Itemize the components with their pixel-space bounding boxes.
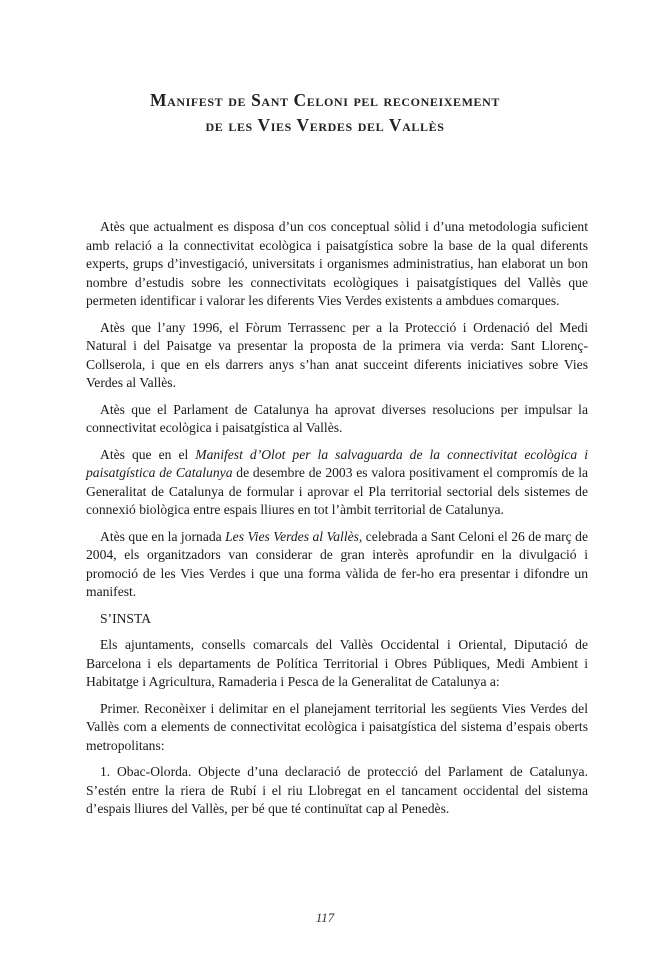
paragraph-2: Atès que l’any 1996, el Fòrum Terrassenc per a la Protecció i Ordenació del Medi Natural i del Paisatge va presentar la proposta de la primera via verda: Sant Llorenç-Collserola, i que en els darrers anys s’han anat succeint diferents iniciatives sobre Vies Verdes al Vallès. (86, 319, 588, 390)
paragraph-7: Els ajuntaments, consells comarcals del Vallès Occidental i Oriental, Diputació de Barcelona i els departaments de Política Territorial i Obres Públiques, Medi Ambient i Habitatge i Agricultura, Ramaderia i Pesca de la Generalitat de Catalunya a: (86, 637, 588, 689)
paragraph-4 (86, 446, 588, 520)
document-title (0, 88, 650, 138)
paragraph-5-intro: Atès que en la jornada (100, 528, 226, 544)
paragraph-5 (86, 528, 588, 602)
paragraph-4-rest: de desembre de 2003 es valora positivament el compromís de la Generalitat de Catalunya de formular i aprovar el Pla territorial sectorial dels sistemes de connexió biològica entre espais lliures en tot l’àmbit territorial de Catalunya. (86, 465, 589, 517)
paragraph-4-intro: Atès que en el (100, 446, 196, 462)
paragraph-8: Primer. Reconèixer i delimitar en el planejament territorial les següents Vies Verdes del Vallès com a elements de connectivitat ecològica i paisatgística del sistema d’espais oberts metropolitans: (86, 700, 588, 753)
paragraph-9: 1. Obac-Olorda. Objecte d’una declaració de protecció del Parlament de Catalunya. S’estén entre la riera de Rubí i el riu Llobregat en el tancament occidental del sistema d’espais lliures del Vallès, per bé que té continuïtat cap al Penedès. (86, 764, 588, 816)
page-number: 117 (315, 910, 335, 925)
title-line-1: Manifest de Sant Celoni pel reconeixement (149, 90, 501, 110)
manifest-olot-title: Manifest d’Olot per la salvaguarda de la connectivitat ecològica i paisatgística de Catalunya (86, 446, 588, 480)
paragraph-6-insta: S’INSTA (100, 610, 152, 626)
title-line-2: de les Vies Verdes del Vallès (205, 115, 445, 135)
paragraph-5-rest: celebrada a Sant Celoni el 26 de març de 2004, els organitzadors van considerar de gran interès aprofundir en la divulgació i promoció de les Vies Verdes i que una forma vàlida de fer-ho era presentar i difondre un manifest. (86, 528, 588, 599)
paragraph-3: Atès que el Parlament de Catalunya ha aprovat diverses resolucions per impulsar la connectivitat ecològica i paisatgística al Vallès. (86, 401, 588, 435)
jornada-title: Les Vies Verdes al Vallès, (225, 528, 363, 544)
paragraph-1: Atès que actualment es disposa d’un cos conceptual sòlid i d’una metodologia suficient amb relació a la connectivitat ecològica i paisatgística sobre la base de la qual diferents experts, grups d’investigació, universitats i organismes administratius, han elaborat un bon nombre d’estudis sobre les connectivitats ecològiques i paisatgístiques del Vallès que permeten identificar i valorar les diferents Vies Verdes existents a ambdues comarques. (86, 219, 588, 308)
document-body (86, 218, 588, 827)
